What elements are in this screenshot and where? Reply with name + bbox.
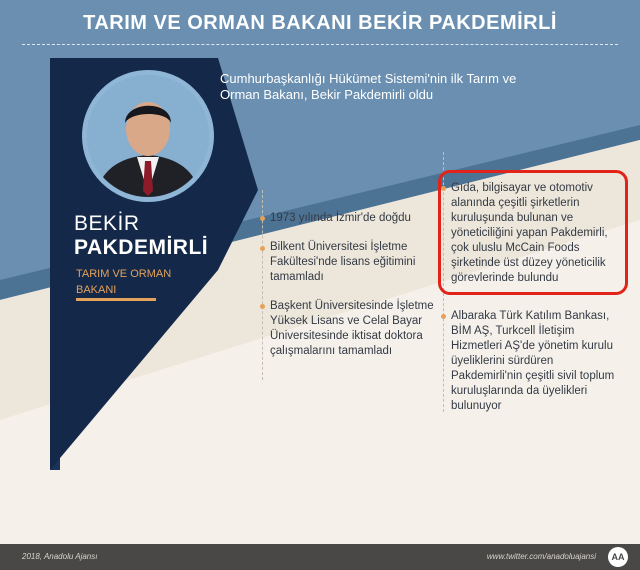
timeline-dot [260,304,265,309]
footer-credit: 2018, Anadolu Ajansı [22,552,98,561]
headline-text: Cumhurbaşkanlığı Hükümet Sistemi'nin ilk Tarım ve Orman Bakanı, Bekir Pakdemirli oldu [220,71,517,102]
highlight-circle [438,170,628,295]
last-name: PAKDEMİRLİ [74,236,209,259]
role-title: TARIM VE ORMAN BAKANI [76,268,172,296]
timeline-dot [260,216,265,221]
timeline-dot [441,314,446,319]
first-name: BEKİR [74,212,140,235]
footer-bar [0,544,640,570]
timeline-item-boards: Albaraka Türk Katılım Bankası, BİM AŞ, Turkcell İletişim Hizmetleri AŞ'de yönetim kurulu üyeliklerini sürdüren Pakdemirli'nin çeşitli sivil toplum kuruluşlarında da üyelikleri bulunuyor [451,310,615,412]
person-illustration [87,75,209,197]
timeline-dot [260,246,265,251]
timeline-item-bachelor: Bilkent Üniversitesi İşletme Fakültesi'nde lisans eğitimini tamamladı [270,241,416,283]
portrait-photo [82,70,214,202]
header-divider [22,44,618,45]
footer-url[interactable]: www.twitter.com/anadoluajansi [486,552,596,561]
timeline-item-birth: 1973 yılında İzmir'de doğdu [270,212,411,224]
anadolu-logo-icon: AA [608,547,628,567]
role-underline [76,298,156,301]
timeline-item-career: Gıda, bilgisayar ve otomotiv alanında çeşitli şirketlerin kuruluşunda bulunan ve yöneticiliğini yapan Pakdemirli, çok uluslu McCain Foods şirketinde üst düzey yöneticilik görevlerinde bulundu [451,182,608,284]
page-title: TARIM VE ORMAN BAKANI BEKİR PAKDEMİRLİ [83,12,557,34]
timeline-item-graduate: Başkent Üniversitesinde İşletme Yüksek Lisans ve Celal Bayar Üniversitesinde iktisat doktora çalışmalarını tamamladı [270,300,434,357]
